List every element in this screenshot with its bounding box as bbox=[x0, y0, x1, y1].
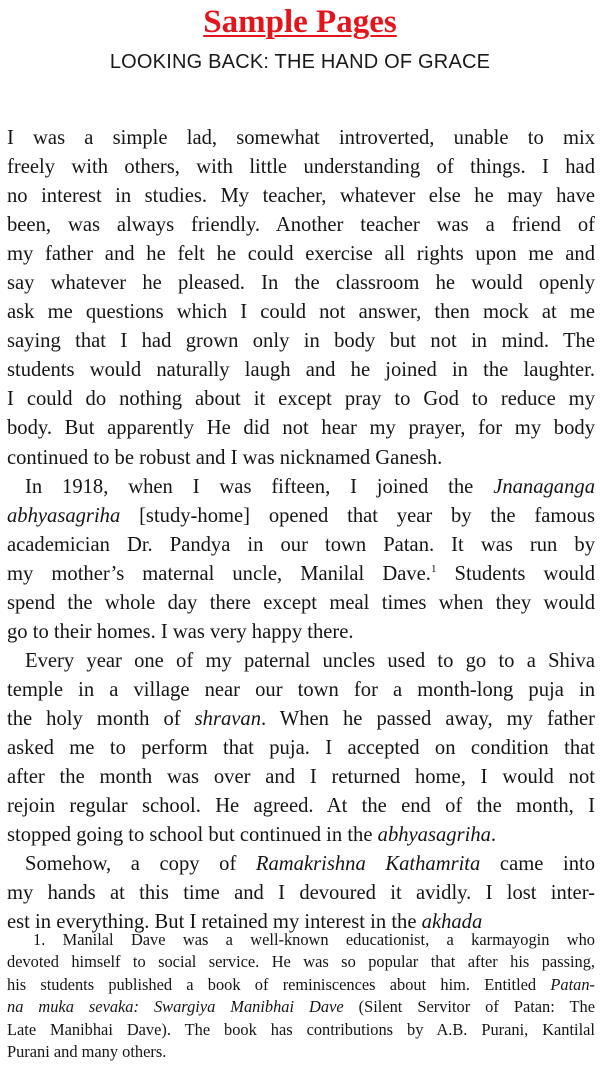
paragraph bbox=[7, 124, 595, 473]
text-line: no interest in studies. My teacher, whatever else he may have bbox=[7, 185, 595, 208]
text-line: body. But apparently He did not hear my prayer, for my body bbox=[7, 417, 595, 440]
paragraph bbox=[7, 647, 595, 850]
text-line: say whatever he pleased. In the classroom he would openly bbox=[7, 272, 595, 295]
text-line: academician Dr. Pandya in our town Patan. It was run by bbox=[7, 533, 595, 556]
text-line: after the month was over and I returned home, I would not bbox=[7, 766, 595, 789]
text-line: ask me questions which I could not answer, then mock at me bbox=[7, 301, 595, 324]
text-line: spend the whole day there except meal times when they would bbox=[7, 591, 595, 614]
text-line: abhyasagriha [study-home] opened that year by the famous bbox=[7, 504, 595, 527]
footnote-line: his students published a book of reminiscences about him. Entitled Patan- bbox=[7, 974, 595, 994]
footnote-line: devoted himself to social service. He was so popular that after his passing, bbox=[7, 952, 595, 972]
text-line: my father and he felt he could exercise all rights upon me and bbox=[7, 243, 595, 266]
text-line: freely with others, with little understanding of things. I had bbox=[7, 156, 595, 179]
text-line: go to their homes. I was very happy there. bbox=[7, 620, 354, 643]
sample-pages-banner: Sample Pages bbox=[203, 4, 397, 40]
text-line: I was a simple lad, somewhat introverted, unable to mix bbox=[7, 127, 595, 149]
footnote-line: Late Manibhai Dave). The book has contributions by A.B. Purani, Kantilal bbox=[7, 1019, 595, 1039]
footnote-line: Purani and many others. bbox=[7, 1042, 167, 1062]
text-line: students would naturally laugh and he joined in the laughter. bbox=[7, 359, 595, 382]
text-line: rejoin regular school. He agreed. At the end of the month, I bbox=[7, 795, 595, 818]
chapter-title: LOOKING BACK: THE HAND OF GRACE bbox=[109, 51, 491, 73]
text-line: continued to be robust and I was nicknamed Ganesh. bbox=[7, 446, 443, 469]
text-line: been, was always friendly. Another teacher was a friend of bbox=[7, 214, 595, 237]
text-line: my hands at this time and I devoured it avidly. I lost inter- bbox=[7, 882, 595, 905]
text-line: stopped going to school but continued in the abhyasagriha. bbox=[7, 824, 497, 847]
text-line: saying that I had grown only in body but not in mind. The bbox=[7, 330, 595, 353]
text-line: the holy month of shravan. When he passed away, my father bbox=[7, 707, 595, 730]
text-line: temple in a village near our town for a month-long puja in bbox=[7, 678, 595, 701]
text-line: asked me to perform that puja. I accepted on condition that bbox=[7, 736, 595, 759]
text-line: Somehow, a copy of Ramakrishna Kathamrita came into bbox=[25, 853, 596, 876]
footnote bbox=[7, 929, 595, 1063]
text-line: Every year one of my paternal uncles used to go to a Shiva bbox=[25, 649, 595, 672]
footnote-line: na muka sevaka: Swargiya Manibhai Dave (Silent Servitor of Patan: The bbox=[7, 997, 595, 1017]
text-line: my mother’s maternal uncle, Manilal Dave.$^1$ Students would bbox=[7, 562, 595, 585]
text-line: I could do nothing about it except pray to God to reduce my bbox=[7, 388, 595, 411]
text-line: In 1918, when I was fifteen, I joined the Jnanaganga bbox=[25, 475, 595, 498]
paragraph bbox=[7, 850, 595, 937]
body-text bbox=[7, 124, 595, 937]
text-line: est in everything. But I retained my interest in the akhada bbox=[7, 911, 483, 934]
footnote-line: 1. Manilal Dave was a well-known educationist, a karmayogin who bbox=[33, 930, 595, 949]
paragraph bbox=[7, 473, 595, 647]
